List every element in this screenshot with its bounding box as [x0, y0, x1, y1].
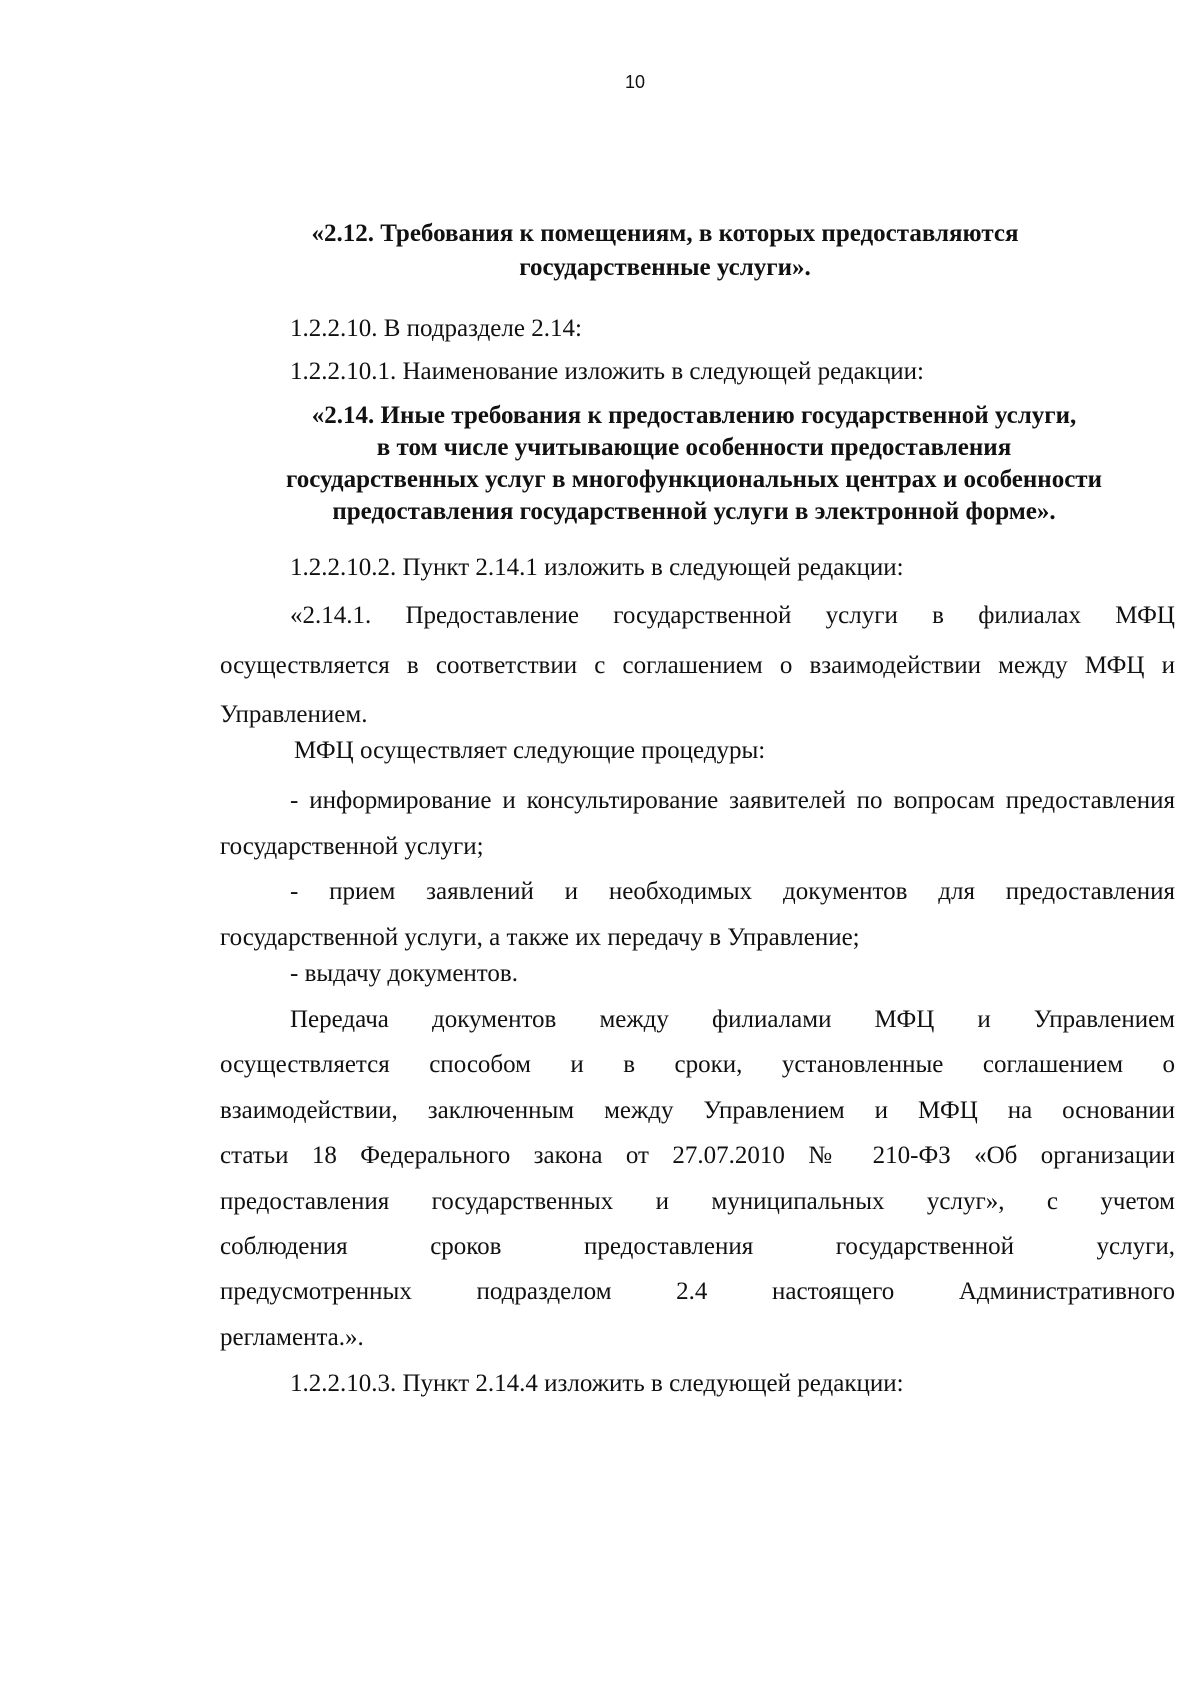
amendment-1-2-2-10-3: 1.2.2.10.3. Пункт 2.14.4 изложить в следующей редакции: [290, 1370, 904, 1397]
section-214-heading-line-1: «2.14. Иные требования к предоставлению государственной услуги, [311, 402, 1077, 429]
transfer-line-8: регламента.». [220, 1324, 364, 1351]
mfc-procedure-item-2: - прием заявлений и необходимых документов для предоставления государственной услуги, а также их передачу в Управление; [220, 878, 1175, 951]
mfc-procedure-item-3: - выдачу документов. [290, 960, 518, 987]
transfer-line-7: предусмотренных подразделом 2.4 настоящего Административного [220, 1278, 1175, 1305]
transfer-line-6: соблюдения сроков предоставления государственной услуги, [220, 1233, 1175, 1260]
transfer-line-3: взаимодействии, заключенным между Управлением и МФЦ на основании [220, 1097, 1175, 1124]
section-212-heading-line-1: «2.12. Требования к помещениям, в которых предоставляются [311, 220, 1019, 247]
transfer-line-5: предоставления государственных и муниципальных услуг», с учетом [220, 1188, 1175, 1215]
section-214-heading-line-2: в том числе учитывающие особенности предоставления [376, 434, 1012, 461]
transfer-line-4: статьи 18 Федерального закона от 27.07.2010 № 210-ФЗ «Об организации [220, 1142, 1175, 1169]
amendment-1-2-2-10: 1.2.2.10. В подразделе 2.14: [290, 315, 582, 342]
transfer-line-2: осуществляется способом и в сроки, установленные соглашением о [220, 1051, 1175, 1078]
amendment-1-2-2-10-2: 1.2.2.10.2. Пункт 2.14.1 изложить в следующей редакции: [290, 554, 904, 581]
section-214-heading-line-4: предоставления государственной услуги в электронной форме». [332, 498, 1056, 525]
section-212-heading-line-2: государственные услуги». [519, 254, 811, 281]
clause-2-14-1: «2.14.1. Предоставление государственной услуги в филиалах МФЦ осуществляется в соответствии с соглашением о взаимодействии между МФЦ и Управлением. [220, 602, 1175, 728]
transfer-line-1: Передача документов между филиалами МФЦ и Управлением [290, 1006, 1175, 1033]
section-214-heading-line-3: государственных услуг в многофункциональных центрах и особенности [286, 466, 1102, 493]
page-number: 10 [624, 72, 646, 92]
amendment-1-2-2-10-1: 1.2.2.10.1. Наименование изложить в следующей редакции: [290, 358, 924, 385]
mfc-procedure-item-1: - информирование и консультирование заявителей по вопросам предоставления государственной услуги; [220, 787, 1175, 860]
mfc-procedures-intro: МФЦ осуществляет следующие процедуры: [294, 737, 766, 764]
